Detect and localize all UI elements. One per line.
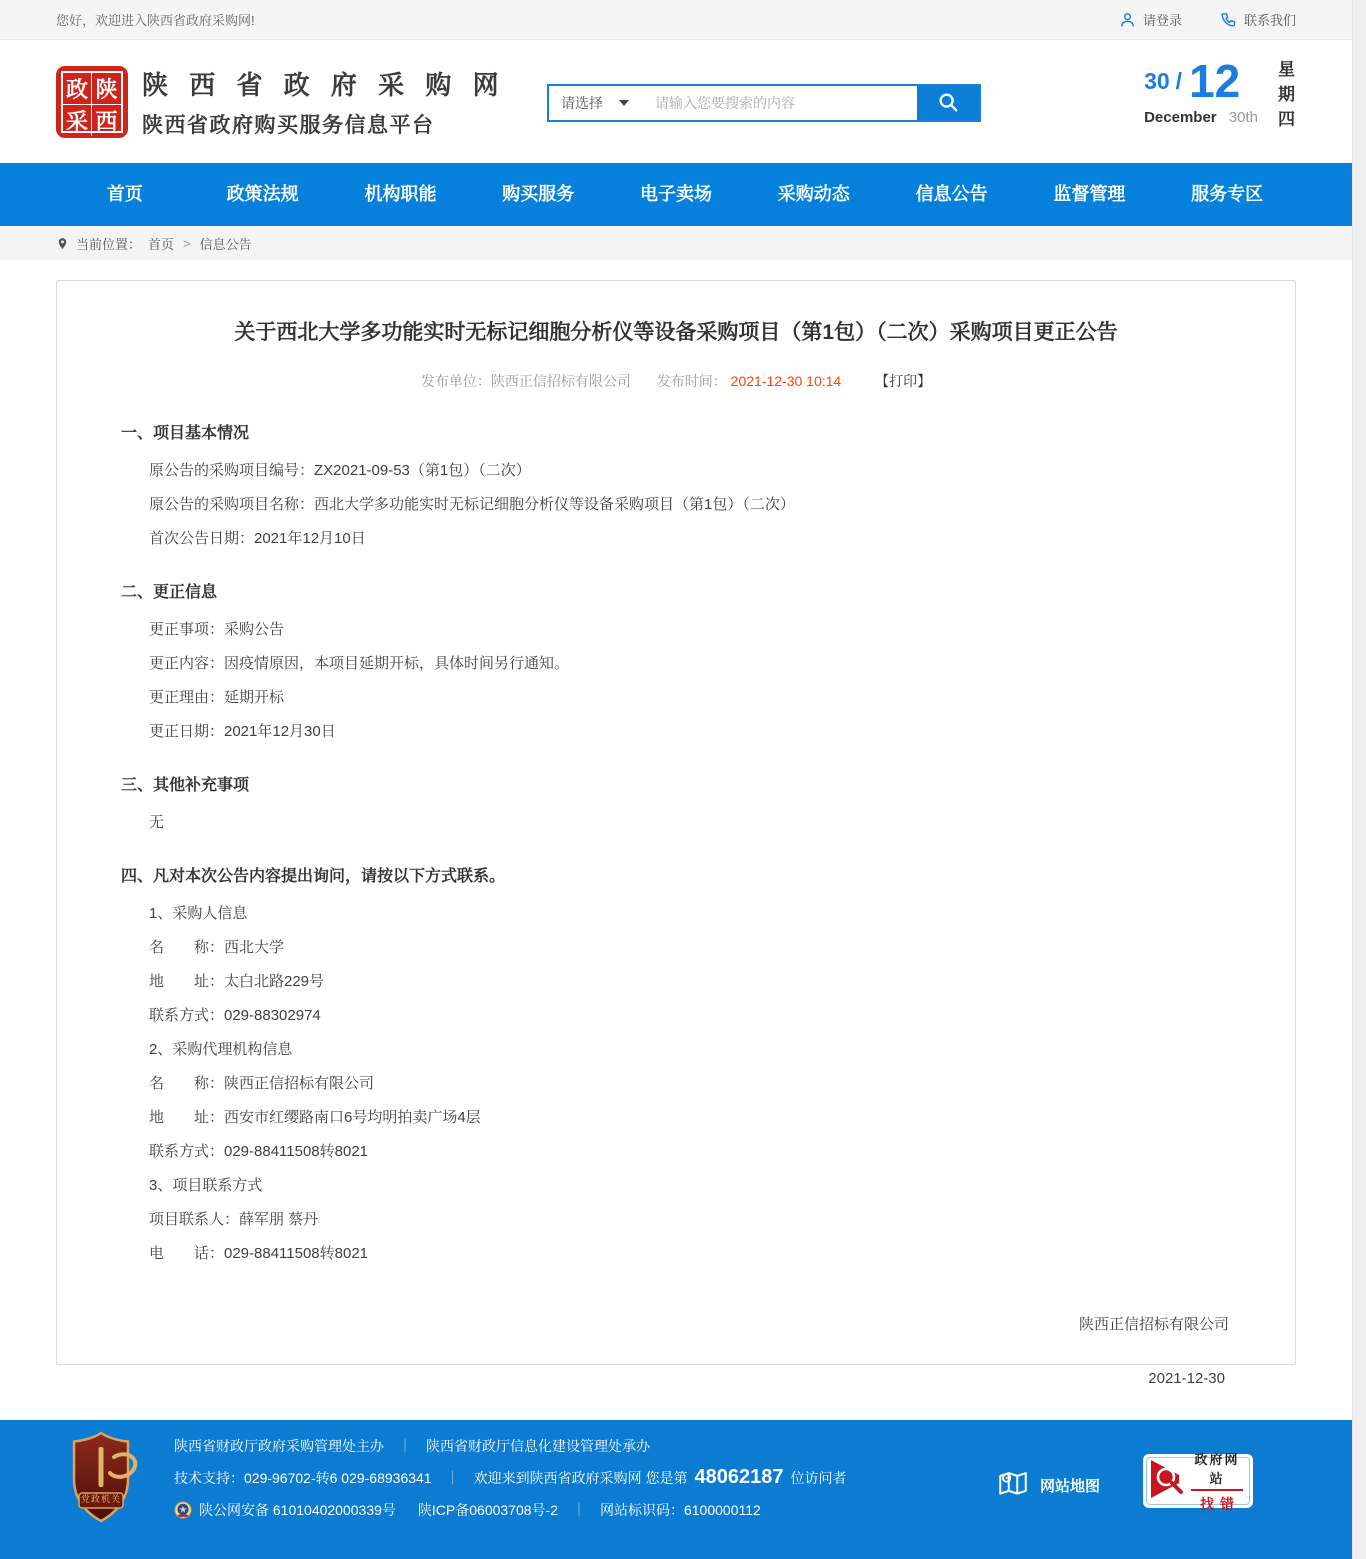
error-badge-action: 找错 bbox=[1200, 1495, 1240, 1512]
section-heading: 三、其他补充事项 bbox=[121, 777, 250, 794]
footer-line-organizers: 陕西省财政厅政府采购管理处主办 ｜ 陕西省财政厅信息化建设管理处承办 bbox=[174, 1437, 650, 1454]
search-icon bbox=[937, 91, 959, 116]
nav-item-supervision[interactable]: 监督管理 bbox=[1053, 184, 1126, 204]
article-line: 原公告的采购项目名称：西北大学多功能实时无标记细胞分析仪等设备采购项目（第1包）（二次） bbox=[149, 496, 795, 513]
gov-site-error-report-badge[interactable] bbox=[1143, 1451, 1253, 1512]
site-subtitle: 陕西省政府购买服务信息平台 bbox=[142, 114, 435, 137]
article-line: 联系方式：029-88302974 bbox=[149, 1007, 321, 1024]
date-day: 30 bbox=[1144, 67, 1170, 94]
contact-link[interactable] bbox=[1220, 10, 1296, 29]
nav-item-e-mall[interactable]: 电子卖场 bbox=[640, 184, 713, 204]
article-line: 更正事项：采购公告 bbox=[149, 621, 285, 638]
location-pin-icon bbox=[56, 236, 69, 251]
signature-company: 陕西正信招标有限公司 bbox=[1078, 1316, 1229, 1333]
welcome-prefix: 欢迎来到陕西省政府采购网 您是第 bbox=[473, 1469, 688, 1486]
scrollbar[interactable] bbox=[1352, 0, 1366, 1559]
breadcrumb bbox=[0, 226, 1352, 260]
chevron-down-icon bbox=[619, 100, 629, 106]
map-icon bbox=[996, 1466, 1030, 1504]
sitemap-label: 网站地图 bbox=[1039, 1477, 1100, 1495]
article-line: 项目联系人：薛军朋 蔡丹 bbox=[149, 1211, 319, 1228]
login-label: 请登录 bbox=[1142, 13, 1182, 28]
article-line: 首次公告日期：2021年12月10日 bbox=[149, 530, 366, 547]
breadcrumb-separator: > bbox=[183, 235, 191, 251]
sitemap-link[interactable] bbox=[996, 1466, 1100, 1504]
contact-label: 联系我们 bbox=[1243, 13, 1296, 28]
main-nav bbox=[0, 163, 1352, 226]
brand[interactable] bbox=[56, 65, 506, 139]
article-line: 3、项目联系方式 bbox=[149, 1177, 263, 1194]
article-line: 名 称：陕西正信招标有限公司 bbox=[149, 1075, 375, 1092]
date-separator: / bbox=[1175, 67, 1183, 94]
article-line: 更正日期：2021年12月30日 bbox=[149, 723, 336, 740]
section-heading: 二、更正信息 bbox=[121, 584, 218, 601]
error-badge-title: 政府网站 bbox=[1191, 1449, 1243, 1491]
breadcrumb-current[interactable]: 信息公告 bbox=[199, 236, 252, 252]
article-line: 1、采购人信息 bbox=[149, 905, 248, 922]
date-month-name: December bbox=[1144, 109, 1217, 126]
footer-line-support: 技术支持：029-96702-转6 029-68936341 ｜ 欢迎来到陕西省政府采购网 您是第 48062187 位访问者 bbox=[174, 1466, 847, 1488]
organizer-undertaker: 陕西省财政厅信息化建设管理处承办 bbox=[426, 1437, 650, 1454]
print-button[interactable]: 【打印】 bbox=[875, 373, 932, 389]
article-line: 电 话：029-88411508转8021 bbox=[149, 1245, 369, 1262]
welcome-text: 您好，欢迎进入陕西省政府采购网! bbox=[56, 13, 255, 28]
article-line: 更正内容：因疫情原因，本项目延期开标，具体时间另行通知。 bbox=[149, 655, 570, 672]
publish-time: 2021-12-30 10:14 bbox=[730, 373, 842, 389]
section-heading: 一、项目基本情况 bbox=[121, 425, 250, 442]
article-line: 无 bbox=[149, 814, 165, 831]
search-input[interactable] bbox=[647, 86, 917, 120]
date-ordinal: 30th bbox=[1228, 109, 1258, 126]
footer-line-beian: 陕公网安备 61010402000339号 陕ICP备06003708号-2 ｜ 网站标识码：6100000112 bbox=[174, 1499, 846, 1520]
security-record-link[interactable]: 陕公网安备 61010402000339号 bbox=[199, 1501, 396, 1518]
logo-char: 西 bbox=[95, 109, 118, 134]
signature-block bbox=[121, 1313, 1231, 1387]
article-line: 联系方式：029-88411508转8021 bbox=[149, 1143, 369, 1160]
article-line: 地 址：太白北路229号 bbox=[149, 973, 325, 990]
visitor-count: 48062187 bbox=[694, 1466, 784, 1488]
publisher: 发布单位：陕西正信招标有限公司 bbox=[420, 373, 631, 389]
organizer-main: 陕西省财政厅政府采购管理处主办 bbox=[174, 1437, 384, 1454]
search-category-select[interactable] bbox=[549, 86, 647, 120]
tech-support: 技术支持：029-96702-转6 029-68936341 bbox=[174, 1469, 432, 1486]
login-link[interactable] bbox=[1119, 10, 1182, 29]
nav-item-announcements[interactable]: 信息公告 bbox=[915, 184, 988, 204]
page-title: 关于西北大学多功能实时无标记细胞分析仪等设备采购项目（第1包）（二次）采购项目更正公告 bbox=[234, 321, 1118, 344]
nav-item-procurement-news[interactable]: 采购动态 bbox=[777, 184, 850, 204]
party-government-badge-icon bbox=[70, 1431, 132, 1525]
article-body bbox=[57, 391, 1295, 1387]
nav-item-functions[interactable]: 机构职能 bbox=[364, 184, 437, 204]
nav-item-home[interactable]: 首页 bbox=[106, 184, 143, 204]
nav-item-service-zone[interactable]: 服务专区 bbox=[1191, 184, 1264, 204]
search-button[interactable] bbox=[917, 86, 979, 120]
date-widget bbox=[1144, 55, 1294, 135]
topbar bbox=[0, 0, 1352, 40]
site-logo bbox=[56, 66, 128, 138]
party-government-badge-label: 党政机关 bbox=[80, 1494, 121, 1504]
article-meta bbox=[57, 371, 1295, 391]
search-select-label: 请选择 bbox=[561, 95, 603, 111]
article-line: 2、采购代理机构信息 bbox=[149, 1041, 293, 1058]
breadcrumb-prefix: 当前位置： bbox=[76, 236, 142, 252]
site-title: 陕 西 省 政 府 采 购 网 bbox=[142, 70, 506, 100]
site-footer bbox=[0, 1420, 1352, 1559]
logo-char: 采 bbox=[63, 105, 92, 136]
site-header bbox=[0, 40, 1352, 163]
phone-icon bbox=[1220, 11, 1237, 28]
section-heading: 四、凡对本次公告内容提出询问，请按以下方式联系。 bbox=[121, 868, 506, 885]
article-line: 名 称：西北大学 bbox=[149, 939, 285, 956]
icp-record-link[interactable]: 陕ICP备06003708号-2 bbox=[417, 1501, 558, 1518]
article-line: 地 址：西安市红缨路南口6号均明拍卖广场4层 bbox=[149, 1109, 481, 1126]
date-weekday: 星期四 bbox=[1275, 60, 1294, 135]
search-bar bbox=[547, 84, 981, 122]
article-line: 原公告的采购项目编号：ZX2021-09-53（第1包）（二次） bbox=[149, 462, 531, 479]
signature-date: 2021-12-30 bbox=[1148, 1370, 1225, 1387]
article-line: 更正理由：延期开标 bbox=[149, 689, 285, 706]
logo-char: 陕 bbox=[92, 73, 121, 105]
publish-time-label: 发布时间： bbox=[656, 373, 727, 389]
error-report-magnifier-icon bbox=[1149, 1458, 1187, 1505]
breadcrumb-home[interactable]: 首页 bbox=[148, 236, 175, 252]
article-card bbox=[56, 280, 1296, 1387]
date-month: 12 bbox=[1189, 55, 1241, 107]
nav-item-purchase-services[interactable]: 购买服务 bbox=[502, 184, 575, 204]
welcome-suffix: 位访问者 bbox=[790, 1469, 847, 1486]
police-badge-icon bbox=[174, 1501, 192, 1519]
user-icon bbox=[1119, 11, 1136, 28]
site-identifier: 网站标识码：6100000112 bbox=[599, 1501, 761, 1518]
logo-char: 政 bbox=[63, 73, 92, 105]
nav-item-policies[interactable]: 政策法规 bbox=[226, 184, 299, 204]
